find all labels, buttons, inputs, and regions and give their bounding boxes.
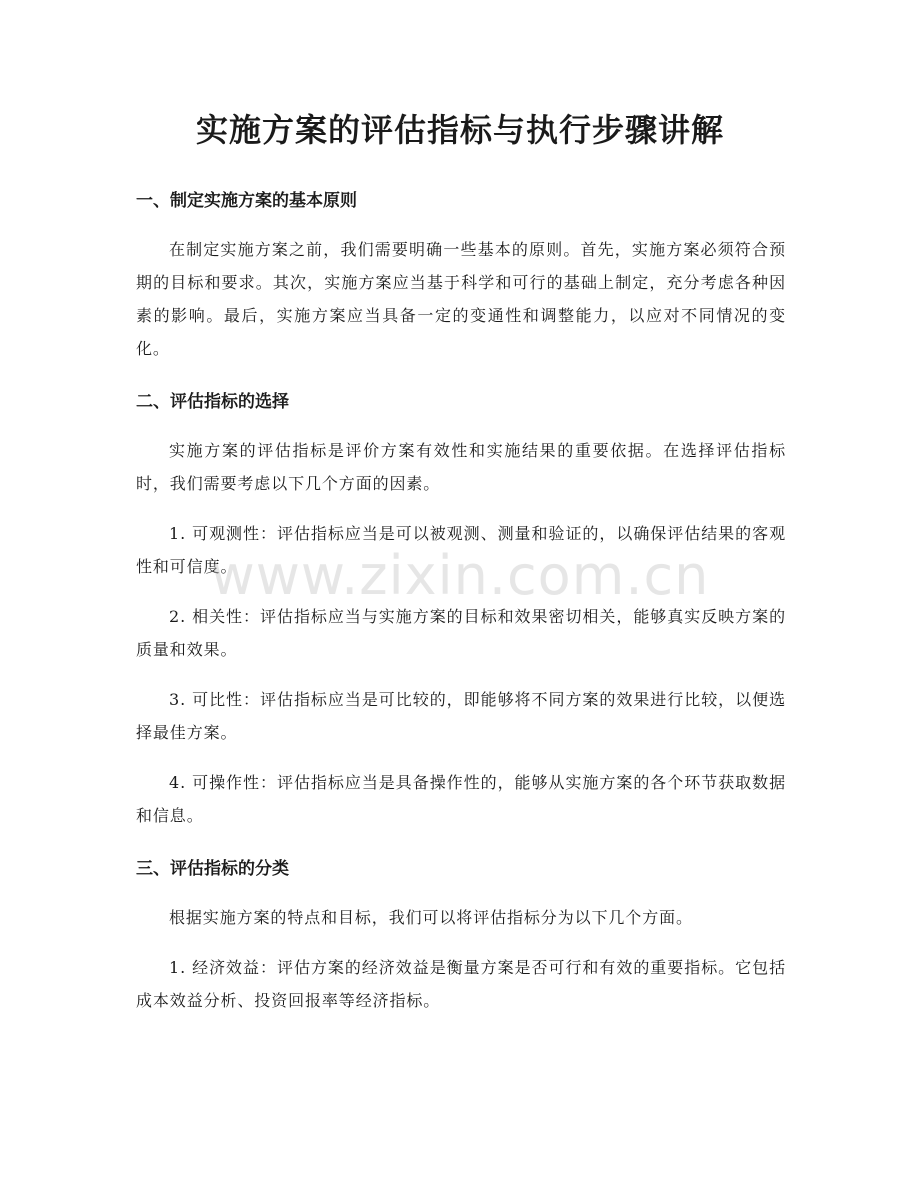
document-body — [136, 186, 786, 1034]
paragraph: 根据实施方案的特点和目标，我们可以将评估指标分为以下几个方面。 — [169, 908, 693, 927]
section-heading-1: 一、制定实施方案的基本原则 — [136, 191, 357, 211]
list-item-paragraph: 3. 可比性：评估指标应当是可比较的，即能够将不同方案的效果进行比较，以便选择最佳方案。 — [136, 690, 786, 742]
section-heading-3: 三、评估指标的分类 — [136, 859, 289, 879]
list-item-paragraph: 4. 可操作性：评估指标应当是具备操作性的，能够从实施方案的各个环节获取数据和信息。 — [136, 773, 786, 825]
paragraph: 在制定实施方案之前，我们需要明确一些基本的原则。首先，实施方案必须符合预期的目标和要求。其次，实施方案应当基于科学和可行的基础上制定，充分考虑各种因素的影响。最后，实施方案应当具备一定的变通性和调整能力，以应对不同情况的变化。 — [136, 240, 786, 358]
section-heading-2: 二、评估指标的选择 — [136, 392, 289, 412]
list-item-paragraph: 2. 相关性：评估指标应当与实施方案的目标和效果密切相关，能够真实反映方案的质量和效果。 — [136, 607, 786, 659]
document-title: 实施方案的评估指标与执行步骤讲解 — [195, 111, 724, 149]
watermark-text: www.zixin.com.cn — [210, 544, 710, 607]
list-item-paragraph: 1. 经济效益：评估方案的经济效益是衡量方案是否可行和有效的重要指标。它包括成本效益分析、投资回报率等经济指标。 — [136, 958, 786, 1010]
paragraph: 实施方案的评估指标是评价方案有效性和实施结果的重要依据。在选择评估指标时，我们需要考虑以下几个方面的因素。 — [136, 441, 786, 493]
list-item-paragraph: 1. 可观测性：评估指标应当是可以被观测、测量和验证的，以确保评估结果的客观性和可信度。 — [136, 524, 786, 576]
